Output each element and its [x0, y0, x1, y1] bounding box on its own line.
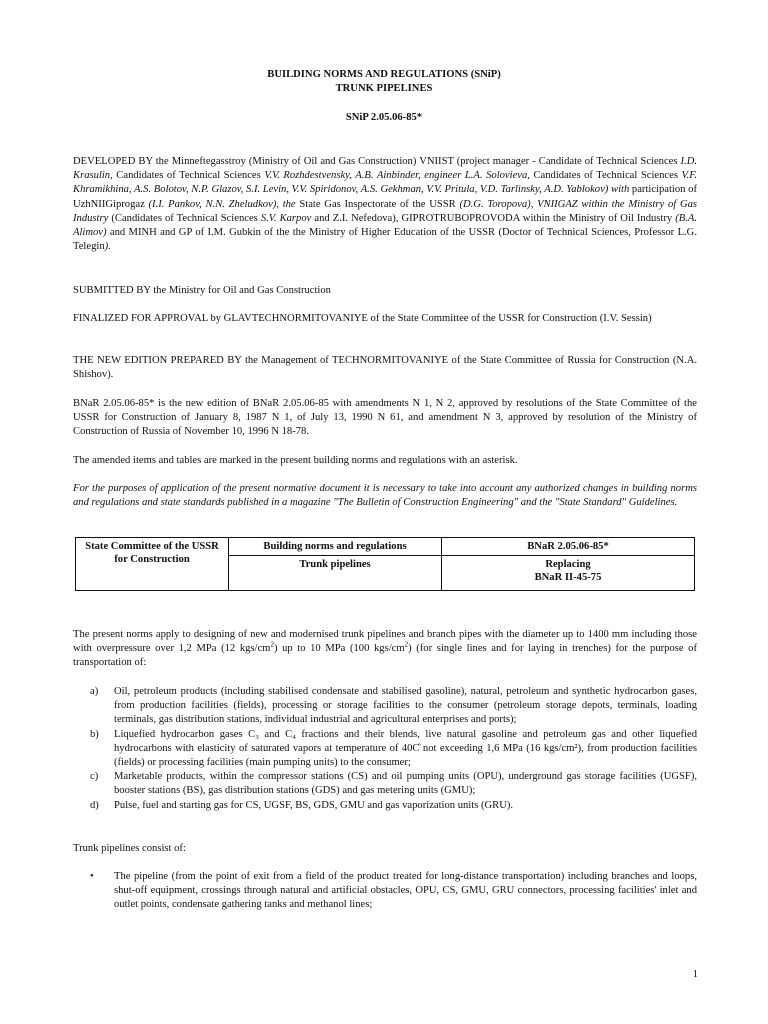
list-item-text: Pulse, fuel and starting gas for CS, UGSF, BS, GDS, GMU and gas vaporization units (GRU).	[114, 799, 514, 811]
text-run: Candidates of Technical Sciences	[112, 170, 265, 182]
table-cell-norms: Building norms and regulations	[229, 538, 442, 556]
list-item	[90, 799, 697, 813]
bnar-paragraph: BNaR 2.05.06-85* is the new edition of BNaR 2.05.06-85 with amendments N 1, N 2, approved by resolutions of the State Committee of the USSR for Construction of January 8, 1987 N 1, of July 13, 1990 N 61, and amendment N 3, approved by resolution of the Ministry of Construction of Russia of November 10, 1996 N 18-78.	[73, 398, 697, 438]
developed-paragraph	[73, 155, 697, 254]
text-run-italic: ).	[104, 241, 111, 253]
submitted-paragraph: SUBMITTED BY the Ministry for Oil and Gas Construction	[73, 285, 331, 296]
list-item-text: Marketable products, within the compressor stations (CS) and oil pumping units (OPU), underground gas storage facilities (UGSF), booster stations (BS), gas distribution stations (GDS) and gas metering units (GMU);	[114, 771, 697, 797]
transport-list	[90, 685, 697, 813]
text-run: The present norms apply to designing of new and modernised trunk pipelines and branch pipes with the diameter up to 1400 mm including those with overpressure over 1,2 MPa (12 kgs/cm	[73, 629, 697, 655]
consist-list	[90, 870, 697, 913]
amended-paragraph: The amended items and tables are marked in the present building norms and regulations with an asterisk.	[73, 455, 518, 466]
superscript: 2	[270, 640, 274, 649]
list-item-text: Oil, petroleum products (including stabilised condensate and stabilised gasoline), natural, petroleum and synthetic hydrocarbon gases, from production facilities (fields), processing or storage facilities to the consumer (petroleum storage depots, terminals, loading terminals, gas distribution stations, individual industrial and agricultural enterprises and ports);	[114, 686, 697, 726]
text-run: State Gas Inspectorate of the USSR	[295, 198, 460, 210]
scope-paragraph	[73, 628, 697, 671]
table-cell-committee: State Committee of the USSR for Construction	[76, 538, 229, 591]
text-run: ) (for single lines and for laying in trenches) for the purpose of transportation of:	[73, 643, 697, 669]
list-marker: b)	[90, 728, 99, 740]
table-cell-title: Trunk pipelines	[229, 556, 442, 591]
text-run: and MINH and GP of I.M. Gubkin of the the Ministry of Higher Education of the USSR (Doctor of Technical Sciences, Professor L.G. Telegin	[73, 227, 697, 253]
table-cell-replacing	[442, 556, 695, 591]
page-number: 1	[692, 969, 698, 980]
document-header-table	[75, 537, 695, 591]
purposes-paragraph: For the purposes of application of the present normative document it is necessary to take into account any authorized changes in building norms and regulations and state standards published in a magazine "The Bulletin of Construction Engineering" and the "State Standard" Guidelines.	[73, 483, 697, 509]
list-marker: d)	[90, 799, 99, 811]
table-cell-code: BNaR 2.05.06-85*	[442, 538, 695, 556]
list-item-text: The pipeline (from the point of exit from a field of the product treated for long-distance transportation) including branches and loops, shut-off equipment, crossings through natural and artificial obstacles, OPU, CS, GMU, GRU connectors, processing facilities' inlet and outlet points, condensate gathering tanks and methanol lines;	[114, 871, 697, 911]
replaced-code: BNaR II-45-75	[534, 572, 602, 583]
text-run-italic: I.D. Krasulin,	[73, 156, 697, 182]
text-run: (Candidates of Technical Sciences	[108, 212, 261, 224]
document-subtitle: TRUNK PIPELINES	[335, 83, 433, 94]
text-run: DEVELOPED BY the Minneftegasstroy (Ministry of Oil and Gas Construction) VNIIST (project manager - Candidate of Technical Sciences	[73, 156, 681, 167]
text-run-italic: V.F. Khramikhina, A.S. Bolotov, N.P. Glazov, S.I. Levin, V.V. Spiridonov, A.S. Gekhman, V.V. Pritula, V.D. Tarlinsky, A.D. Yablokov) with	[73, 170, 698, 196]
list-item	[90, 870, 697, 913]
text-run-italic: (D.G. Toropova), VNIIGAZ within the Ministry of Gas Industry	[73, 198, 698, 224]
list-marker: c)	[90, 771, 99, 783]
document-code: SNiP 2.05.06-85*	[345, 112, 423, 123]
list-item-text: Liquefied hydrocarbon gases C₃ and C₄ fractions and their blends, live natural gasoline and petroleum gas and other liquefied hydrocarbons with elasticity of saturated vapors at temperature of 40C̊ not exceeding 1,6 MPa (16 kgs/cm²), from production facilities (fields) or processing facilities (main pumping units) to the consumer;	[114, 728, 697, 769]
document-title: BUILDING NORMS AND REGULATIONS (SNiP)	[267, 69, 501, 80]
bullet-marker: •	[90, 871, 94, 882]
list-item	[90, 770, 697, 798]
list-item	[90, 728, 697, 771]
finalized-paragraph: FINALIZED FOR APPROVAL by GLAVTECHNORMITOVANIYE of the State Committee of the USSR for Construction (I.V. Sessin)	[73, 313, 652, 324]
table-row	[76, 538, 695, 556]
list-item	[90, 685, 697, 728]
text-run: and Z.I. Nefedova), GIPROTRUBOPROVODA within the Ministry of Oil Industry	[311, 212, 676, 224]
text-run-italic: (I.I. Pankov, N.N. Zheludkov), the	[148, 198, 296, 210]
replacing-label: Replacing	[545, 559, 591, 570]
text-run-italic: S.V. Karpov	[260, 212, 312, 224]
text-run: ) up to 10 MPa (100 kgs/cm	[273, 643, 405, 655]
consist-paragraph: Trunk pipelines consist of:	[73, 843, 186, 854]
text-run: participation of UzhNIIGiprogaz	[73, 184, 697, 210]
superscript: 2	[404, 640, 409, 649]
text-run-italic: V.V. Rozhdestvensky, A.B. Ainbinder, engineer L.A. Solovieva,	[264, 170, 530, 182]
text-run: Candidates of Technical Sciences	[529, 170, 682, 182]
list-marker: a)	[90, 686, 99, 697]
new-edition-paragraph: THE NEW EDITION PREPARED BY the Management of TECHNORMITOVANIYE of the State Committee of Russia for Construction (N.A. Shishov).	[73, 355, 697, 381]
text-run-italic: (B.A. Alimov)	[73, 212, 697, 239]
